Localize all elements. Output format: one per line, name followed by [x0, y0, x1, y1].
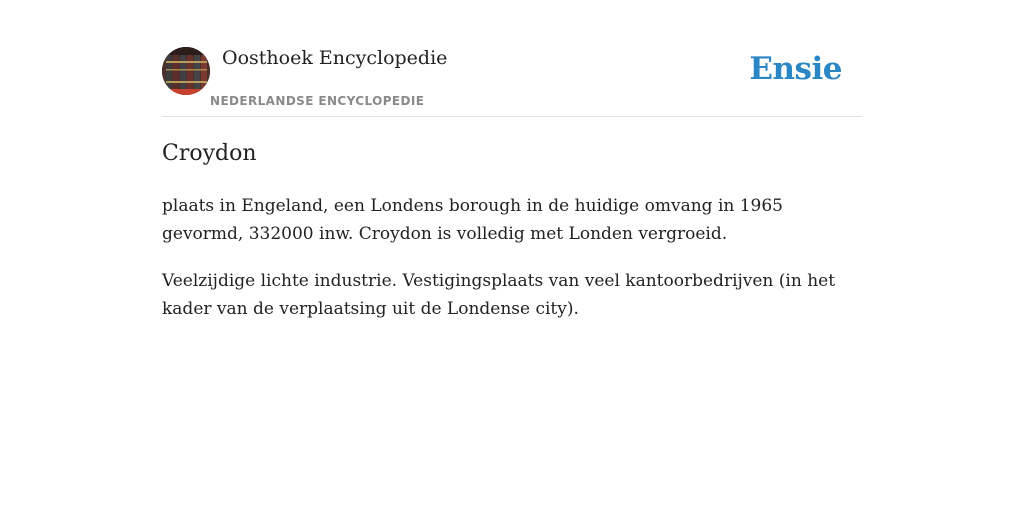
article [162, 136, 862, 323]
brand-logo-link[interactable]: Ensie [749, 51, 842, 87]
encyclopedia-books-icon[interactable] [162, 47, 210, 95]
site-title[interactable]: Oosthoek Encyclopedie [222, 47, 448, 69]
site-header [162, 0, 862, 117]
article-title: Croydon [162, 141, 257, 166]
site-subtitle: NEDERLANDSE ENCYCLOPEDIE [210, 94, 425, 108]
article-paragraph: plaats in Engeland, een Londens borough in de huidige omvang in 1965 gevormd, 332000 inw. Croydon is volledig met Londen vergroeid. [162, 196, 783, 244]
article-paragraph: Veelzijdige lichte industrie. Vestigingsplaats van veel kantoorbedrijven (in het kader van de verplaatsing uit de Londense city). [162, 271, 836, 319]
